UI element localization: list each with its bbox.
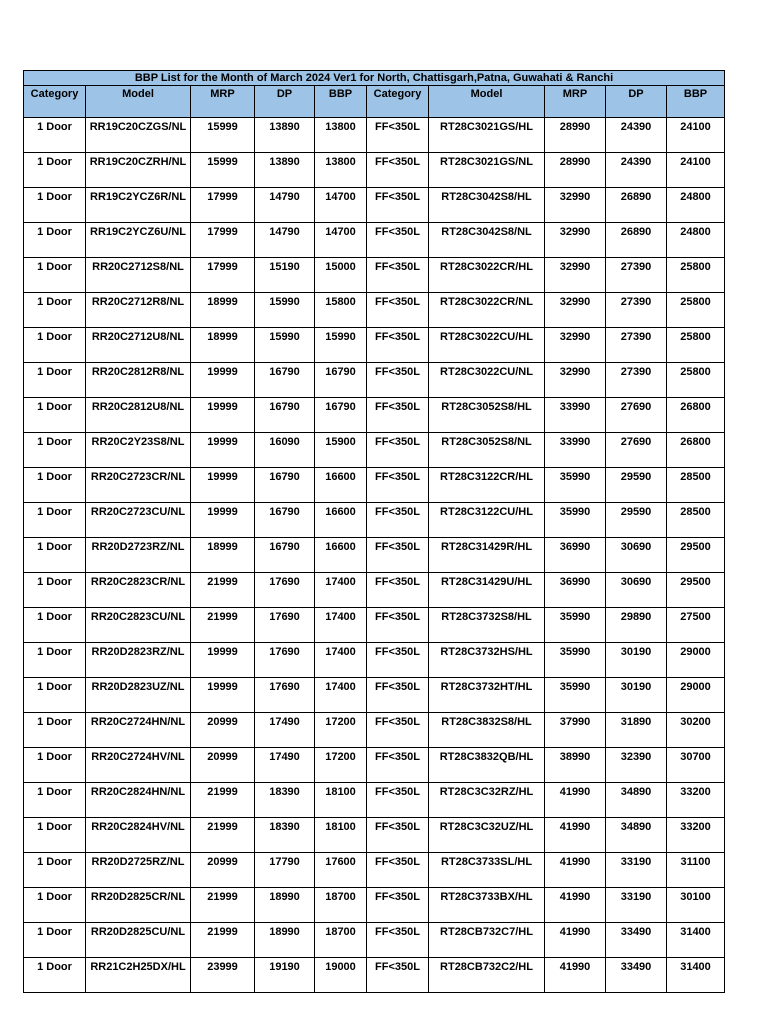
cell-category-left: 1 Door	[24, 118, 86, 153]
cell-bbp-left: 16790	[315, 398, 367, 433]
cell-model-left: RR20C2723CR/NL	[86, 468, 191, 503]
cell-dp-left: 17490	[255, 748, 315, 783]
table-row	[24, 118, 725, 153]
cell-bbp-left: 18700	[315, 923, 367, 958]
cell-bbp-right: 31400	[667, 958, 725, 993]
cell-dp-left: 15990	[255, 328, 315, 363]
cell-model-right: RT28C3052S8/HL	[429, 398, 545, 433]
cell-dp-left: 16790	[255, 538, 315, 573]
cell-category-right: FF<350L	[367, 188, 429, 223]
cell-category-right: FF<350L	[367, 573, 429, 608]
cell-mrp-right: 37990	[545, 713, 606, 748]
cell-category-left: 1 Door	[24, 363, 86, 398]
cell-mrp-right: 35990	[545, 468, 606, 503]
cell-dp-right: 33190	[606, 853, 667, 888]
cell-model-right: RT28C3042S8/NL	[429, 223, 545, 258]
header-bbp-right: BBP	[667, 86, 725, 118]
table-row	[24, 433, 725, 468]
cell-model-left: RR19C2YCZ6U/NL	[86, 223, 191, 258]
cell-bbp-right: 24100	[667, 118, 725, 153]
cell-mrp-right: 32990	[545, 258, 606, 293]
cell-model-left: RR20C2823CU/NL	[86, 608, 191, 643]
cell-dp-right: 30190	[606, 678, 667, 713]
cell-dp-right: 26890	[606, 223, 667, 258]
cell-category-left: 1 Door	[24, 258, 86, 293]
cell-bbp-right: 28500	[667, 468, 725, 503]
cell-category-left: 1 Door	[24, 923, 86, 958]
table-row	[24, 643, 725, 678]
table-row	[24, 363, 725, 398]
cell-dp-left: 17690	[255, 573, 315, 608]
cell-category-right: FF<350L	[367, 818, 429, 853]
cell-bbp-left: 16600	[315, 468, 367, 503]
table-row	[24, 153, 725, 188]
cell-category-left: 1 Door	[24, 608, 86, 643]
cell-bbp-right: 30700	[667, 748, 725, 783]
cell-category-right: FF<350L	[367, 923, 429, 958]
cell-bbp-right: 24800	[667, 188, 725, 223]
cell-category-left: 1 Door	[24, 538, 86, 573]
cell-dp-right: 33490	[606, 923, 667, 958]
cell-bbp-right: 29000	[667, 678, 725, 713]
cell-dp-left: 14790	[255, 223, 315, 258]
cell-mrp-right: 36990	[545, 538, 606, 573]
cell-model-right: RT28C3122CR/HL	[429, 468, 545, 503]
cell-category-left: 1 Door	[24, 573, 86, 608]
cell-mrp-left: 21999	[191, 573, 255, 608]
cell-bbp-right: 25800	[667, 258, 725, 293]
table-row	[24, 783, 725, 818]
cell-model-left: RR20D2825CR/NL	[86, 888, 191, 923]
cell-model-right: RT28C3021GS/NL	[429, 153, 545, 188]
cell-dp-left: 16790	[255, 398, 315, 433]
cell-bbp-left: 13800	[315, 153, 367, 188]
cell-bbp-right: 26800	[667, 398, 725, 433]
cell-mrp-left: 18999	[191, 328, 255, 363]
cell-mrp-right: 32990	[545, 328, 606, 363]
cell-model-left: RR20D2725RZ/NL	[86, 853, 191, 888]
cell-mrp-right: 41990	[545, 783, 606, 818]
header-category-right: Category	[367, 86, 429, 118]
cell-category-left: 1 Door	[24, 713, 86, 748]
cell-dp-left: 14790	[255, 188, 315, 223]
table-row	[24, 853, 725, 888]
cell-category-left: 1 Door	[24, 853, 86, 888]
cell-dp-right: 27390	[606, 328, 667, 363]
cell-bbp-right: 31100	[667, 853, 725, 888]
cell-bbp-right: 25800	[667, 328, 725, 363]
cell-category-right: FF<350L	[367, 258, 429, 293]
cell-dp-right: 31890	[606, 713, 667, 748]
cell-bbp-left: 16790	[315, 363, 367, 398]
cell-model-right: RT28CB732C7/HL	[429, 923, 545, 958]
cell-model-left: RR20D2723RZ/NL	[86, 538, 191, 573]
cell-category-left: 1 Door	[24, 188, 86, 223]
cell-dp-left: 13890	[255, 153, 315, 188]
table-row	[24, 748, 725, 783]
cell-bbp-left: 15800	[315, 293, 367, 328]
cell-bbp-left: 17400	[315, 678, 367, 713]
cell-mrp-left: 21999	[191, 783, 255, 818]
cell-dp-right: 34890	[606, 783, 667, 818]
cell-bbp-left: 15990	[315, 328, 367, 363]
header-mrp-left: MRP	[191, 86, 255, 118]
cell-mrp-right: 32990	[545, 363, 606, 398]
cell-bbp-left: 18100	[315, 818, 367, 853]
cell-mrp-right: 38990	[545, 748, 606, 783]
cell-dp-left: 17790	[255, 853, 315, 888]
cell-model-left: RR20C2812U8/NL	[86, 398, 191, 433]
header-row	[24, 86, 725, 118]
cell-mrp-right: 36990	[545, 573, 606, 608]
cell-bbp-right: 26800	[667, 433, 725, 468]
header-dp-right: DP	[606, 86, 667, 118]
cell-dp-right: 24390	[606, 153, 667, 188]
cell-mrp-right: 35990	[545, 678, 606, 713]
cell-mrp-left: 19999	[191, 503, 255, 538]
cell-category-right: FF<350L	[367, 293, 429, 328]
cell-dp-left: 19190	[255, 958, 315, 993]
cell-model-right: RT28C3022CR/NL	[429, 293, 545, 328]
cell-bbp-left: 14700	[315, 188, 367, 223]
cell-dp-left: 15190	[255, 258, 315, 293]
cell-category-left: 1 Door	[24, 223, 86, 258]
cell-category-right: FF<350L	[367, 888, 429, 923]
table-row	[24, 818, 725, 853]
cell-model-left: RR20C2712R8/NL	[86, 293, 191, 328]
cell-model-right: RT28C3C32RZ/HL	[429, 783, 545, 818]
cell-category-right: FF<350L	[367, 783, 429, 818]
cell-mrp-right: 28990	[545, 118, 606, 153]
cell-model-right: RT28C31429U/HL	[429, 573, 545, 608]
cell-model-left: RR20C2812R8/NL	[86, 363, 191, 398]
cell-bbp-left: 17400	[315, 608, 367, 643]
cell-mrp-right: 35990	[545, 503, 606, 538]
cell-mrp-right: 33990	[545, 398, 606, 433]
cell-mrp-right: 41990	[545, 888, 606, 923]
cell-dp-left: 16790	[255, 363, 315, 398]
cell-model-right: RT28C3021GS/HL	[429, 118, 545, 153]
table-row	[24, 678, 725, 713]
cell-model-left: RR19C20CZGS/NL	[86, 118, 191, 153]
cell-dp-right: 26890	[606, 188, 667, 223]
cell-dp-left: 16090	[255, 433, 315, 468]
cell-bbp-right: 25800	[667, 363, 725, 398]
cell-dp-left: 18390	[255, 818, 315, 853]
cell-bbp-left: 17200	[315, 713, 367, 748]
cell-mrp-right: 41990	[545, 853, 606, 888]
cell-mrp-left: 20999	[191, 713, 255, 748]
cell-model-left: RR19C20CZRH/NL	[86, 153, 191, 188]
cell-model-right: RT28C3022CU/NL	[429, 363, 545, 398]
cell-mrp-left: 21999	[191, 888, 255, 923]
cell-mrp-left: 19999	[191, 398, 255, 433]
cell-category-right: FF<350L	[367, 223, 429, 258]
cell-category-right: FF<350L	[367, 153, 429, 188]
cell-bbp-right: 30200	[667, 713, 725, 748]
cell-mrp-left: 15999	[191, 118, 255, 153]
header-model-left: Model	[86, 86, 191, 118]
cell-mrp-left: 18999	[191, 538, 255, 573]
cell-model-right: RT28C3042S8/HL	[429, 188, 545, 223]
cell-category-right: FF<350L	[367, 643, 429, 678]
cell-category-right: FF<350L	[367, 853, 429, 888]
cell-mrp-right: 28990	[545, 153, 606, 188]
cell-dp-right: 27690	[606, 433, 667, 468]
table-row	[24, 503, 725, 538]
table-row	[24, 608, 725, 643]
cell-category-right: FF<350L	[367, 433, 429, 468]
cell-dp-right: 30690	[606, 538, 667, 573]
cell-bbp-right: 30100	[667, 888, 725, 923]
cell-category-right: FF<350L	[367, 118, 429, 153]
cell-dp-left: 17490	[255, 713, 315, 748]
header-bbp-left: BBP	[315, 86, 367, 118]
cell-bbp-right: 25800	[667, 293, 725, 328]
cell-dp-right: 33190	[606, 888, 667, 923]
cell-bbp-left: 18100	[315, 783, 367, 818]
cell-bbp-right: 29000	[667, 643, 725, 678]
cell-dp-left: 17690	[255, 678, 315, 713]
cell-model-left: RR20C2724HV/NL	[86, 748, 191, 783]
header-dp-left: DP	[255, 86, 315, 118]
cell-mrp-left: 17999	[191, 258, 255, 293]
cell-mrp-left: 19999	[191, 363, 255, 398]
cell-dp-left: 15990	[255, 293, 315, 328]
cell-model-right: RT28C3732HS/HL	[429, 643, 545, 678]
table-row	[24, 223, 725, 258]
cell-category-right: FF<350L	[367, 713, 429, 748]
header-category-left: Category	[24, 86, 86, 118]
cell-mrp-left: 17999	[191, 188, 255, 223]
cell-model-right: RT28C3122CU/HL	[429, 503, 545, 538]
cell-category-left: 1 Door	[24, 888, 86, 923]
cell-dp-left: 13890	[255, 118, 315, 153]
cell-model-left: RR19C2YCZ6R/NL	[86, 188, 191, 223]
cell-mrp-right: 32990	[545, 223, 606, 258]
cell-dp-right: 27390	[606, 293, 667, 328]
cell-model-right: RT28C3732HT/HL	[429, 678, 545, 713]
cell-category-left: 1 Door	[24, 958, 86, 993]
cell-category-left: 1 Door	[24, 153, 86, 188]
cell-model-left: RR20D2825CU/NL	[86, 923, 191, 958]
cell-category-left: 1 Door	[24, 748, 86, 783]
cell-bbp-left: 17600	[315, 853, 367, 888]
cell-category-right: FF<350L	[367, 363, 429, 398]
cell-bbp-right: 27500	[667, 608, 725, 643]
cell-category-left: 1 Door	[24, 433, 86, 468]
cell-mrp-left: 18999	[191, 293, 255, 328]
cell-mrp-right: 41990	[545, 818, 606, 853]
cell-model-right: RT28C3733BX/HL	[429, 888, 545, 923]
cell-category-right: FF<350L	[367, 398, 429, 433]
cell-model-right: RT28C3732S8/HL	[429, 608, 545, 643]
price-list-table	[23, 70, 725, 993]
cell-mrp-right: 41990	[545, 923, 606, 958]
cell-bbp-left: 18700	[315, 888, 367, 923]
table-row	[24, 468, 725, 503]
cell-category-right: FF<350L	[367, 678, 429, 713]
cell-model-left: RR20C2712U8/NL	[86, 328, 191, 363]
cell-bbp-left: 16600	[315, 503, 367, 538]
cell-dp-right: 30190	[606, 643, 667, 678]
cell-mrp-left: 21999	[191, 608, 255, 643]
cell-bbp-left: 15900	[315, 433, 367, 468]
cell-dp-right: 24390	[606, 118, 667, 153]
cell-mrp-left: 17999	[191, 223, 255, 258]
cell-bbp-left: 14700	[315, 223, 367, 258]
cell-bbp-left: 17400	[315, 643, 367, 678]
cell-model-left: RR20C2712S8/NL	[86, 258, 191, 293]
cell-bbp-left: 16600	[315, 538, 367, 573]
cell-category-right: FF<350L	[367, 748, 429, 783]
cell-dp-right: 33490	[606, 958, 667, 993]
cell-model-left: RR20C2723CU/NL	[86, 503, 191, 538]
table-row	[24, 573, 725, 608]
sheet-title: BBP List for the Month of March 2024 Ver1 for North, Chattisgarh,Patna, Guwahati & Ranchi	[24, 71, 725, 86]
cell-dp-left: 17690	[255, 608, 315, 643]
cell-bbp-left: 13800	[315, 118, 367, 153]
table-row	[24, 328, 725, 363]
cell-category-left: 1 Door	[24, 643, 86, 678]
cell-dp-right: 29890	[606, 608, 667, 643]
cell-model-right: RT28CB732C2/HL	[429, 958, 545, 993]
cell-model-left: RR20D2823UZ/NL	[86, 678, 191, 713]
cell-dp-right: 30690	[606, 573, 667, 608]
cell-dp-right: 32390	[606, 748, 667, 783]
table-row	[24, 713, 725, 748]
cell-model-right: RT28C3733SL/HL	[429, 853, 545, 888]
cell-category-left: 1 Door	[24, 818, 86, 853]
cell-bbp-right: 33200	[667, 783, 725, 818]
table-row	[24, 958, 725, 993]
cell-dp-left: 18990	[255, 923, 315, 958]
cell-model-right: RT28C3832S8/HL	[429, 713, 545, 748]
cell-bbp-right: 28500	[667, 503, 725, 538]
cell-mrp-left: 15999	[191, 153, 255, 188]
cell-mrp-right: 41990	[545, 958, 606, 993]
header-model-right: Model	[429, 86, 545, 118]
cell-model-right: RT28C3052S8/NL	[429, 433, 545, 468]
cell-dp-right: 27390	[606, 258, 667, 293]
cell-category-right: FF<350L	[367, 328, 429, 363]
cell-dp-left: 16790	[255, 503, 315, 538]
cell-model-right: RT28C3022CR/HL	[429, 258, 545, 293]
cell-mrp-left: 19999	[191, 468, 255, 503]
table-row	[24, 258, 725, 293]
cell-category-right: FF<350L	[367, 503, 429, 538]
cell-dp-left: 18390	[255, 783, 315, 818]
cell-dp-right: 34890	[606, 818, 667, 853]
cell-model-left: RR20D2823RZ/NL	[86, 643, 191, 678]
cell-category-right: FF<350L	[367, 468, 429, 503]
cell-model-right: RT28C3022CU/HL	[429, 328, 545, 363]
cell-category-right: FF<350L	[367, 958, 429, 993]
cell-bbp-right: 29500	[667, 573, 725, 608]
cell-dp-right: 27690	[606, 398, 667, 433]
cell-mrp-right: 32990	[545, 293, 606, 328]
cell-bbp-left: 19000	[315, 958, 367, 993]
cell-model-left: RR20C2Y23S8/NL	[86, 433, 191, 468]
cell-mrp-left: 20999	[191, 748, 255, 783]
cell-category-left: 1 Door	[24, 293, 86, 328]
cell-bbp-right: 33200	[667, 818, 725, 853]
header-mrp-right: MRP	[545, 86, 606, 118]
cell-dp-right: 27390	[606, 363, 667, 398]
cell-mrp-right: 33990	[545, 433, 606, 468]
cell-model-left: RR20C2823CR/NL	[86, 573, 191, 608]
cell-model-right: RT28C3C32UZ/HL	[429, 818, 545, 853]
cell-mrp-right: 35990	[545, 608, 606, 643]
table-row	[24, 538, 725, 573]
cell-bbp-right: 24100	[667, 153, 725, 188]
cell-model-left: RR20C2824HV/NL	[86, 818, 191, 853]
cell-model-left: RR20C2724HN/NL	[86, 713, 191, 748]
cell-mrp-left: 20999	[191, 853, 255, 888]
cell-mrp-right: 35990	[545, 643, 606, 678]
table-row	[24, 888, 725, 923]
cell-bbp-right: 31400	[667, 923, 725, 958]
cell-mrp-left: 23999	[191, 958, 255, 993]
cell-category-left: 1 Door	[24, 503, 86, 538]
cell-bbp-right: 29500	[667, 538, 725, 573]
cell-mrp-right: 32990	[545, 188, 606, 223]
cell-category-left: 1 Door	[24, 398, 86, 433]
cell-category-left: 1 Door	[24, 678, 86, 713]
cell-mrp-left: 19999	[191, 433, 255, 468]
table-row	[24, 923, 725, 958]
cell-category-right: FF<350L	[367, 538, 429, 573]
cell-bbp-left: 17200	[315, 748, 367, 783]
cell-mrp-left: 21999	[191, 818, 255, 853]
table-row	[24, 188, 725, 223]
cell-mrp-left: 21999	[191, 923, 255, 958]
cell-model-left: RR20C2824HN/NL	[86, 783, 191, 818]
cell-category-left: 1 Door	[24, 783, 86, 818]
cell-model-right: RT28C3832QB/HL	[429, 748, 545, 783]
cell-mrp-left: 19999	[191, 643, 255, 678]
cell-dp-right: 29590	[606, 503, 667, 538]
table-row	[24, 398, 725, 433]
cell-category-right: FF<350L	[367, 608, 429, 643]
cell-dp-left: 16790	[255, 468, 315, 503]
table-row	[24, 293, 725, 328]
cell-bbp-left: 17400	[315, 573, 367, 608]
cell-mrp-left: 19999	[191, 678, 255, 713]
cell-bbp-left: 15000	[315, 258, 367, 293]
cell-category-left: 1 Door	[24, 328, 86, 363]
cell-dp-right: 29590	[606, 468, 667, 503]
cell-model-right: RT28C31429R/HL	[429, 538, 545, 573]
cell-bbp-right: 24800	[667, 223, 725, 258]
cell-dp-left: 18990	[255, 888, 315, 923]
cell-category-left: 1 Door	[24, 468, 86, 503]
cell-model-left: RR21C2H25DX/HL	[86, 958, 191, 993]
cell-dp-left: 17690	[255, 643, 315, 678]
table-body	[24, 118, 725, 993]
